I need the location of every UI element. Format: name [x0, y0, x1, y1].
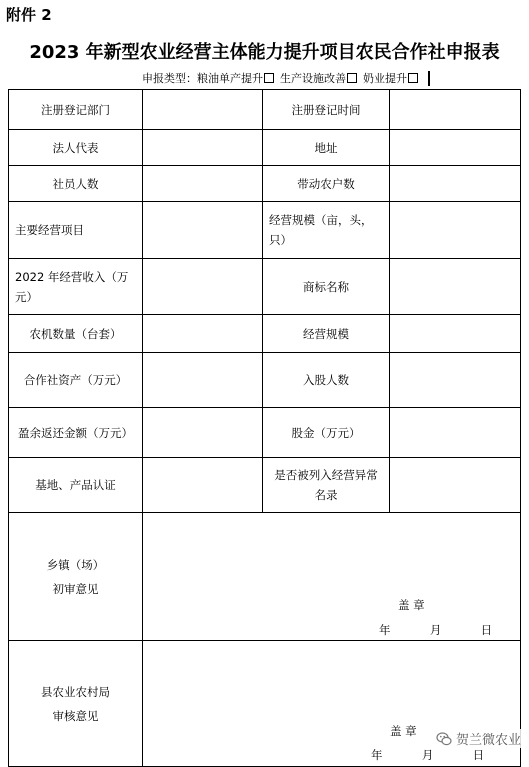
county-opinion-label-line1: 县农业农村局 — [41, 684, 110, 699]
county-date-line: 年 月 日 — [371, 748, 485, 762]
field-value-cell[interactable] — [143, 259, 263, 315]
wechat-watermark — [436, 729, 521, 748]
field-label: 法人代表 — [9, 130, 143, 166]
field-value-cell[interactable] — [390, 408, 521, 458]
table-row — [9, 353, 521, 408]
field-label: 基地、产品认证 — [9, 458, 143, 513]
apply-option-dairy-checkbox[interactable] — [408, 73, 418, 83]
township-seal-label: 盖 章 — [398, 598, 425, 612]
apply-option-grain-checkbox[interactable] — [264, 73, 274, 83]
apply-option-facility-checkbox[interactable] — [347, 73, 357, 83]
text-cursor — [428, 71, 430, 86]
township-opinion-label-line1: 乡镇（场） — [46, 557, 105, 572]
apply-type-row — [142, 70, 430, 86]
form-title: 2023 年新型农业经营主体能力提升项目农民合作社申报表 — [29, 42, 500, 63]
field-value-cell[interactable] — [143, 202, 263, 259]
field-value-cell[interactable] — [143, 130, 263, 166]
field-label: 是否被列入经营异常名录 — [263, 458, 390, 513]
apply-option-grain[interactable] — [197, 70, 277, 86]
apply-option-grain-label: 粮油单产提升 — [197, 72, 263, 85]
field-value-cell[interactable] — [143, 353, 263, 408]
field-value-cell[interactable] — [390, 353, 521, 408]
field-label: 注册登记时间 — [263, 90, 390, 130]
township-date-line: 年 月 日 — [379, 623, 493, 637]
table-row — [9, 90, 521, 130]
field-value-cell[interactable] — [390, 259, 521, 315]
field-value-cell[interactable] — [143, 90, 263, 130]
table-row — [9, 408, 521, 458]
field-value-cell[interactable] — [143, 315, 263, 353]
apply-option-dairy-label: 奶业提升 — [363, 72, 407, 85]
township-opinion-label-line2: 初审意见 — [52, 581, 99, 596]
field-label: 合作社资产（万元） — [9, 353, 143, 408]
field-label: 社员人数 — [9, 166, 143, 202]
field-value-cell[interactable] — [390, 315, 521, 353]
field-value-cell[interactable] — [390, 202, 521, 259]
field-value-cell[interactable] — [390, 166, 521, 202]
watermark-text: 贺兰微农业 — [455, 733, 521, 748]
county-seal-label: 盖 章 — [390, 724, 417, 738]
table-row — [9, 130, 521, 166]
table-row — [9, 166, 521, 202]
county-opinion-label-line2: 审核意见 — [52, 708, 99, 723]
field-value-cell[interactable] — [390, 130, 521, 166]
apply-option-facility-label: 生产设施改善 — [280, 72, 346, 85]
wechat-icon — [436, 731, 452, 747]
field-label: 注册登记部门 — [9, 90, 143, 130]
field-label: 商标名称 — [263, 259, 390, 315]
field-value-cell[interactable] — [390, 90, 521, 130]
table-row — [9, 458, 521, 513]
field-value-cell[interactable] — [390, 458, 521, 513]
field-label: 经营规模（亩，头，只） — [263, 202, 390, 259]
field-label: 经营规模 — [263, 315, 390, 353]
field-value-cell[interactable] — [143, 458, 263, 513]
table-row — [9, 259, 521, 315]
county-opinion-label — [9, 641, 143, 767]
table-row — [9, 513, 521, 641]
application-form-table — [8, 89, 521, 767]
attachment-label: 附件 2 — [6, 6, 52, 24]
field-label: 农机数量（台套） — [9, 315, 143, 353]
apply-option-dairy[interactable] — [363, 70, 421, 86]
table-row — [9, 202, 521, 259]
township-opinion-label — [9, 513, 143, 641]
township-opinion-field[interactable] — [143, 513, 521, 641]
apply-option-facility[interactable] — [280, 70, 360, 86]
field-label: 主要经营项目 — [9, 202, 143, 259]
field-value-cell[interactable] — [143, 166, 263, 202]
field-label: 带动农户数 — [263, 166, 390, 202]
field-label: 2022 年经营收入（万元） — [9, 259, 143, 315]
field-label: 股金（万元） — [263, 408, 390, 458]
apply-type-label: 申报类型： — [142, 72, 197, 85]
field-label: 盈余返还金额（万元） — [9, 408, 143, 458]
field-label: 入股人数 — [263, 353, 390, 408]
field-label: 地址 — [263, 130, 390, 166]
field-value-cell[interactable] — [143, 408, 263, 458]
table-row — [9, 315, 521, 353]
